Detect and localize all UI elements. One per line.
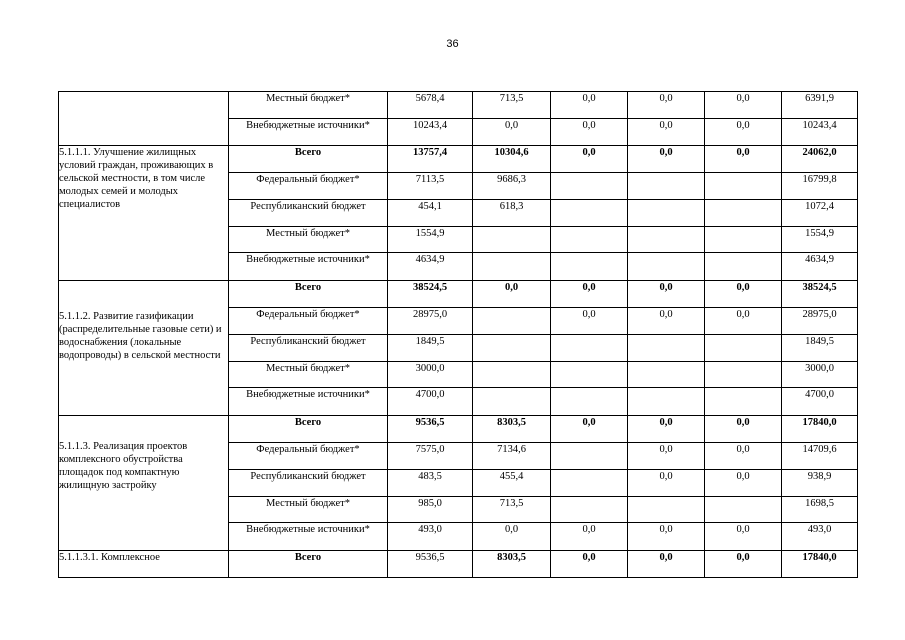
value-cell: [628, 335, 705, 362]
value-cell: 0,0: [628, 416, 705, 443]
total-cell: 24062,0: [782, 146, 858, 173]
source-cell: Республиканский бюджет: [229, 335, 388, 362]
source-cell: Всего: [229, 281, 388, 308]
source-cell: Местный бюджет*: [229, 497, 388, 523]
value-cell: 0,0: [705, 443, 782, 470]
value-cell: [551, 253, 628, 281]
value-cell: 0,0: [551, 146, 628, 173]
value-cell: [705, 335, 782, 362]
value-cell: 0,0: [551, 281, 628, 308]
value-cell: 0,0: [705, 470, 782, 497]
source-cell: Республиканский бюджет: [229, 470, 388, 497]
source-cell: Всего: [229, 551, 388, 578]
value-cell: [551, 470, 628, 497]
value-cell: 8303,5: [473, 551, 551, 578]
value-cell: 0,0: [551, 551, 628, 578]
value-cell: [705, 173, 782, 200]
source-cell: Внебюджетные источники*: [229, 119, 388, 146]
value-cell: [551, 200, 628, 227]
value-cell: 0,0: [628, 443, 705, 470]
value-cell: [628, 362, 705, 388]
value-cell: [473, 335, 551, 362]
value-cell: [551, 227, 628, 253]
value-cell: 1849,5: [388, 335, 473, 362]
table-row-total: [59, 416, 858, 443]
source-cell: Всего: [229, 416, 388, 443]
value-cell: [705, 253, 782, 281]
value-cell: 713,5: [473, 497, 551, 523]
program-name-cell: 5.1.1.2. Развитие газификации (распределительные газовые сети) и водоснабжения (локальные водопроводы) в сельской местности: [59, 281, 229, 416]
value-cell: 0,0: [473, 119, 551, 146]
value-cell: 454,1: [388, 200, 473, 227]
table-row-total: [59, 146, 858, 173]
table-row-total: [59, 281, 858, 308]
value-cell: 985,0: [388, 497, 473, 523]
value-cell: [551, 335, 628, 362]
value-cell: [473, 362, 551, 388]
value-cell: [705, 200, 782, 227]
value-cell: 713,5: [473, 92, 551, 119]
value-cell: 1554,9: [388, 227, 473, 253]
value-cell: [628, 253, 705, 281]
value-cell: 483,5: [388, 470, 473, 497]
total-cell: 38524,5: [782, 281, 858, 308]
value-cell: [551, 362, 628, 388]
value-cell: 0,0: [628, 119, 705, 146]
total-cell: 493,0: [782, 523, 858, 551]
value-cell: 0,0: [551, 416, 628, 443]
source-cell: Местный бюджет*: [229, 362, 388, 388]
program-name-cell: [59, 92, 229, 146]
value-cell: 0,0: [705, 551, 782, 578]
budget-table: [58, 91, 858, 578]
value-cell: 0,0: [705, 523, 782, 551]
table-row-total: [59, 551, 858, 578]
value-cell: 0,0: [705, 119, 782, 146]
value-cell: [705, 227, 782, 253]
value-cell: [705, 362, 782, 388]
value-cell: 455,4: [473, 470, 551, 497]
value-cell: 10243,4: [388, 119, 473, 146]
value-cell: 0,0: [628, 146, 705, 173]
total-cell: 1554,9: [782, 227, 858, 253]
program-name-cell: 5.1.1.3.1. Комплексное: [59, 551, 229, 578]
program-name-cell: 5.1.1.3. Реализация проектов комплексного обустройства площадок под компактную жилищную застройку: [59, 416, 229, 551]
value-cell: [551, 388, 628, 416]
total-cell: 6391,9: [782, 92, 858, 119]
value-cell: [628, 200, 705, 227]
value-cell: 7113,5: [388, 173, 473, 200]
value-cell: 7575,0: [388, 443, 473, 470]
source-cell: Внебюджетные источники*: [229, 523, 388, 551]
value-cell: 0,0: [551, 119, 628, 146]
value-cell: 0,0: [705, 281, 782, 308]
page-number: 36: [446, 38, 459, 50]
source-cell: Федеральный бюджет*: [229, 443, 388, 470]
total-cell: 4634,9: [782, 253, 858, 281]
value-cell: [473, 253, 551, 281]
value-cell: [628, 173, 705, 200]
source-cell: Федеральный бюджет*: [229, 308, 388, 335]
value-cell: 7134,6: [473, 443, 551, 470]
value-cell: 3000,0: [388, 362, 473, 388]
value-cell: 0,0: [628, 92, 705, 119]
value-cell: 0,0: [628, 308, 705, 335]
value-cell: [705, 497, 782, 523]
total-cell: 10243,4: [782, 119, 858, 146]
value-cell: 8303,5: [473, 416, 551, 443]
total-cell: 938,9: [782, 470, 858, 497]
value-cell: 0,0: [705, 308, 782, 335]
value-cell: [551, 173, 628, 200]
total-cell: 16799,8: [782, 173, 858, 200]
total-cell: 17840,0: [782, 416, 858, 443]
value-cell: 0,0: [628, 281, 705, 308]
total-cell: 28975,0: [782, 308, 858, 335]
total-cell: 4700,0: [782, 388, 858, 416]
value-cell: 0,0: [473, 281, 551, 308]
source-cell: Федеральный бюджет*: [229, 173, 388, 200]
value-cell: 0,0: [705, 92, 782, 119]
total-cell: 1072,4: [782, 200, 858, 227]
value-cell: 0,0: [551, 92, 628, 119]
value-cell: 13757,4: [388, 146, 473, 173]
value-cell: [628, 497, 705, 523]
total-cell: 1698,5: [782, 497, 858, 523]
value-cell: [473, 388, 551, 416]
value-cell: [628, 227, 705, 253]
program-name-cell: 5.1.1.1. Улучшение жилищных условий граждан, проживающих в сельской местности, в том числе молодых семей и молодых специалистов: [59, 146, 229, 281]
value-cell: 9536,5: [388, 416, 473, 443]
value-cell: 4634,9: [388, 253, 473, 281]
value-cell: 0,0: [551, 523, 628, 551]
value-cell: [473, 227, 551, 253]
value-cell: 0,0: [473, 523, 551, 551]
total-cell: 14709,6: [782, 443, 858, 470]
source-cell: Внебюджетные источники*: [229, 388, 388, 416]
value-cell: 0,0: [628, 551, 705, 578]
value-cell: [705, 388, 782, 416]
source-cell: Внебюджетные источники*: [229, 253, 388, 281]
value-cell: 0,0: [705, 146, 782, 173]
value-cell: 5678,4: [388, 92, 473, 119]
value-cell: 9536,5: [388, 551, 473, 578]
table-row: [59, 92, 858, 119]
value-cell: 0,0: [551, 308, 628, 335]
value-cell: [473, 308, 551, 335]
source-cell: Всего: [229, 146, 388, 173]
value-cell: 493,0: [388, 523, 473, 551]
value-cell: 10304,6: [473, 146, 551, 173]
value-cell: 0,0: [705, 416, 782, 443]
value-cell: 38524,5: [388, 281, 473, 308]
value-cell: 28975,0: [388, 308, 473, 335]
value-cell: 618,3: [473, 200, 551, 227]
value-cell: [551, 443, 628, 470]
value-cell: 9686,3: [473, 173, 551, 200]
value-cell: 0,0: [628, 470, 705, 497]
source-cell: Местный бюджет*: [229, 92, 388, 119]
source-cell: Республиканский бюджет: [229, 200, 388, 227]
source-cell: Местный бюджет*: [229, 227, 388, 253]
value-cell: [628, 388, 705, 416]
total-cell: 1849,5: [782, 335, 858, 362]
total-cell: 17840,0: [782, 551, 858, 578]
value-cell: [551, 497, 628, 523]
value-cell: 4700,0: [388, 388, 473, 416]
value-cell: 0,0: [628, 523, 705, 551]
total-cell: 3000,0: [782, 362, 858, 388]
